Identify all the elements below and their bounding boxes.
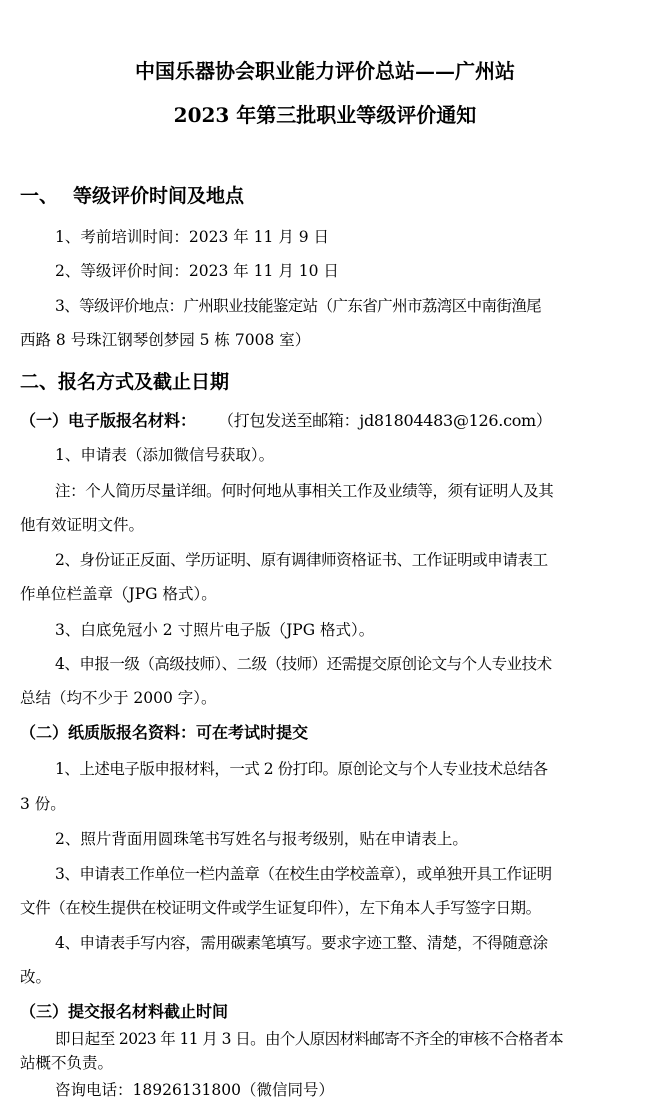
subsection1-note: （打包发送至邮箱：jd81804483@126.com）: [218, 411, 552, 430]
page-subtitle: 2023 年第三批职业等级评价通知: [173, 103, 477, 127]
list-item: 2、等级评价时间：2023 年 11 月 10 日: [55, 262, 339, 280]
list-item: 2、照片背面用圆珠笔书写姓名与报考级别，贴在申请表上。: [55, 830, 468, 848]
list-item: 注：个人简历尽量详细。何时何地从事相关工作及业绩等，须有证明人及其: [55, 482, 554, 500]
list-item: 改。: [20, 968, 52, 986]
list-item: 站概不负责。: [20, 1054, 114, 1072]
list-item: 文件（在校生提供在校证明文件或学生证复印件），左下角本人手写签字日期。: [20, 899, 541, 917]
list-item: 3、等级评价地点：广州职业技能鉴定站（广东省广州市荔湾区中南街渔尾: [55, 297, 542, 315]
list-item: 2、身份证正反面、学历证明、原有调律师资格证书、工作证明或申请表工: [55, 551, 548, 569]
contact-phone: 咨询电话：18926131800（微信同号）: [55, 1081, 334, 1099]
subsection2-label: （二）纸质版报名资料：可在考试时提交: [20, 723, 309, 742]
list-item: 1、申请表（添加微信号获取）。: [55, 446, 275, 464]
list-item: 西路 8 号珠江钢琴创梦园 5 栋 7008 室）: [20, 331, 311, 349]
subsection3-label: （三）提交报名材料截止时间: [20, 1002, 229, 1021]
list-item: 3 份。: [20, 795, 66, 813]
list-item: 总结（均不少于 2000 字）。: [20, 689, 217, 707]
section1-number: 一、: [20, 185, 59, 207]
list-item: 作单位栏盖章（JPG 格式）。: [20, 585, 217, 603]
list-item: 1、上述电子版申报材料，一式 2 份打印。原创论文与个人专业技术总结各: [55, 760, 548, 778]
list-item: 4、申报一级（高级技师）、二级（技师）还需提交原创论文与个人专业技术: [55, 655, 552, 673]
subsection1-label: （一）电子版报名材料：: [20, 411, 197, 430]
list-item: 3、白底免冠小 2 寸照片电子版（JPG 格式）。: [55, 621, 375, 639]
list-item: 3、申请表工作单位一栏内盖章（在校生由学校盖章），或单独开具工作证明: [55, 865, 552, 883]
list-item: 他有效证明文件。: [20, 516, 145, 534]
section2-heading: 二、报名方式及截止日期: [20, 371, 230, 393]
page-title: 中国乐器协会职业能力评价总站——广州站: [135, 59, 515, 83]
list-item: 4、申请表手写内容，需用碳素笔填写。要求字迹工整、清楚，不得随意涂: [55, 934, 548, 952]
list-item: 1、考前培训时间：2023 年 11 月 9 日: [55, 228, 330, 246]
section1-heading: 等级评价时间及地点: [73, 185, 245, 207]
list-item: 即日起至 2023 年 11 月 3 日。由个人原因材料邮寄不齐全的审核不合格者本: [55, 1030, 563, 1048]
